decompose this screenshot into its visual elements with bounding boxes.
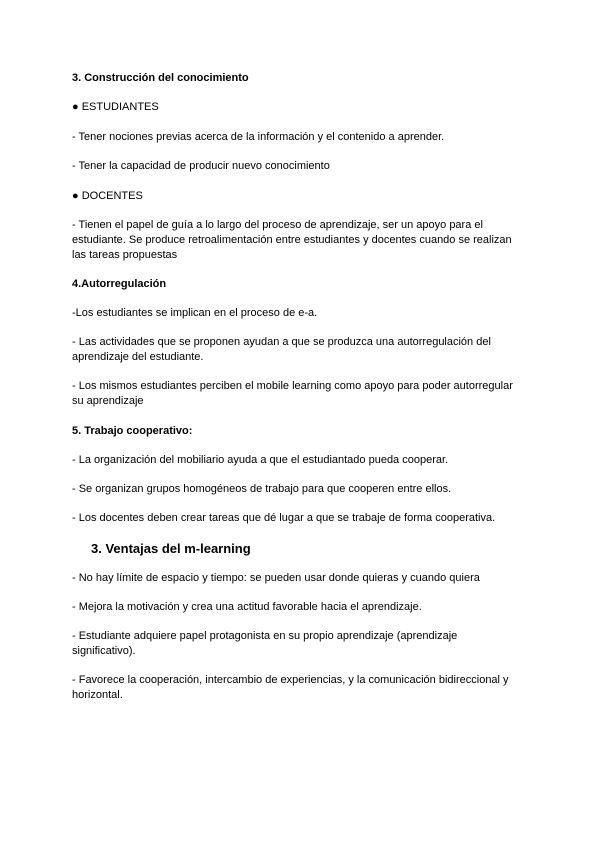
autorregulacion-item-2-line-2: aprendizaje del estudiante. [72, 351, 204, 363]
ventajas-item-1: - No hay límite de espacio y tiempo: se pueden usar donde quieras y cuando quiera [72, 572, 480, 584]
ventajas-item-4-line-2: horizontal. [72, 689, 123, 701]
estudiantes-heading: ● ESTUDIANTES [72, 101, 159, 113]
section-title-ventajas: 3. Ventajas del m-learning [91, 541, 251, 556]
estudiantes-item-2: - Tener la capacidad de producir nuevo conocimiento [72, 160, 330, 172]
ventajas-item-3-line-1: - Estudiante adquiere papel protagonista en su propio aprendizaje (aprendizaje [72, 630, 458, 642]
ventajas-item-2: - Mejora la motivación y crea una actitud favorable hacia el aprendizaje. [72, 601, 422, 613]
docentes-item-1-line-2: estudiante. Se produce retroalimentación entre estudiantes y docentes cuando se realizan [72, 234, 512, 246]
autorregulacion-item-2-line-1: - Las actividades que se proponen ayudan a que se produzca una autorregulación del [72, 336, 491, 348]
section-title-trabajo: 5. Trabajo cooperativo: [72, 425, 193, 437]
ventajas-item-4-line-1: - Favorece la cooperación, intercambio de experiencias, y la comunicación bidireccional y [72, 674, 509, 686]
section-title-autorregulacion: 4.Autorregulación [72, 278, 167, 290]
trabajo-item-1: - La organización del mobiliario ayuda a que el estudiantado pueda cooperar. [72, 454, 449, 466]
section-title-construccion: 3. Construcción del conocimiento [72, 72, 249, 84]
docentes-heading: ● DOCENTES [72, 190, 143, 202]
trabajo-item-2: - Se organizan grupos homogéneos de trabajo para que cooperen entre ellos. [72, 483, 452, 495]
ventajas-item-3-line-2: significativo). [72, 645, 136, 657]
autorregulacion-item-1: -Los estudiantes se implican en el proceso de e-a. [72, 307, 318, 319]
docentes-item-1-line-1: - Tienen el papel de guía a lo largo del proceso de aprendizaje, ser un apoyo para el [72, 219, 483, 231]
docentes-item-1-line-3: las tareas propuestas [72, 249, 178, 261]
autorregulacion-item-3-line-2: su aprendizaje [72, 395, 144, 407]
autorregulacion-item-3-line-1: - Los mismos estudiantes perciben el mobile learning como apoyo para poder autorregular [72, 380, 513, 392]
estudiantes-item-1: - Tener nociones previas acerca de la información y el contenido a aprender. [72, 131, 445, 143]
trabajo-item-3: - Los docentes deben crear tareas que dé lugar a que se trabaje de forma cooperativa. [72, 512, 496, 524]
